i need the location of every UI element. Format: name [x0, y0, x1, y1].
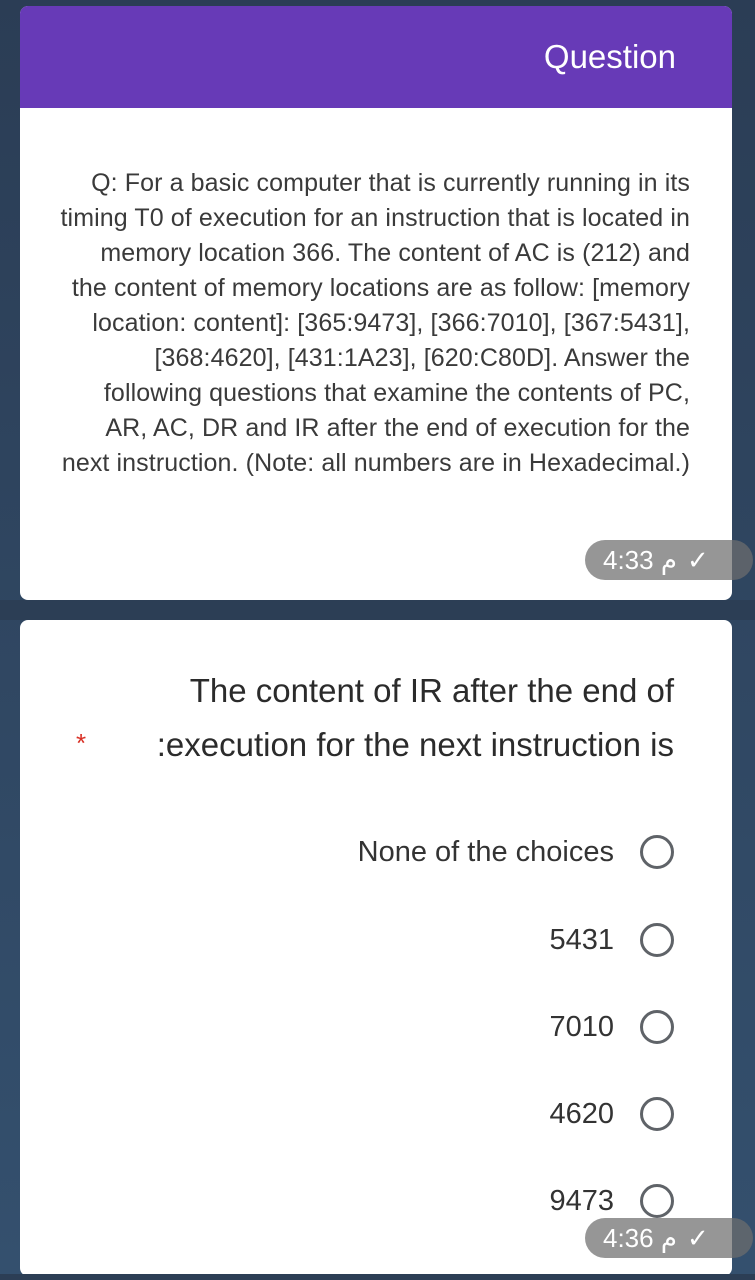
option-9473[interactable]	[549, 1179, 674, 1223]
timestamp-text: 4:36 م	[603, 1222, 677, 1253]
chat-background-strip	[0, 1274, 755, 1280]
message-timestamp	[585, 1218, 753, 1258]
option-none-of-the-choices[interactable]	[358, 830, 674, 874]
question-prompt-line-2: :execution for the next instruction is	[156, 726, 674, 763]
question-description: Q: For a basic computer that is currently running in its timing T0 of execution for an instruction that is located in memory location 366. The content of AC is (212) and the content of memory locations are as follow: [memory location: content]: [365:9473], [366:7010], [367:5431], [368:4620], [431:1A23], [620:C80D]. Answer the following questions that examine the contents of PC, AR, AC, DR and IR after the end of execution for the next instruction. (Note: all numbers are in Hexadecimal.)	[60, 169, 690, 477]
option-label: None of the choices	[357, 835, 614, 868]
message-timestamp	[585, 540, 753, 580]
chat-background-divider	[0, 600, 755, 620]
radio-unselected-icon[interactable]	[640, 1010, 674, 1044]
forwarded-question-card	[20, 6, 732, 600]
radio-unselected-icon[interactable]	[640, 835, 674, 869]
option-4620[interactable]	[549, 1092, 674, 1136]
option-5431[interactable]	[549, 918, 674, 962]
option-7010[interactable]	[549, 1005, 674, 1049]
option-label: 9473	[549, 1184, 614, 1217]
radio-unselected-icon[interactable]	[640, 923, 674, 957]
radio-unselected-icon[interactable]	[640, 1184, 674, 1218]
check-icon: ✓	[686, 1222, 709, 1253]
option-label: 7010	[549, 1010, 614, 1043]
check-icon: ✓	[686, 544, 709, 575]
timestamp-text: 4:33 م	[603, 544, 677, 575]
option-label: 4620	[549, 1097, 614, 1130]
question-options-card	[20, 620, 732, 1276]
option-label: 5431	[549, 923, 614, 956]
required-marker: *	[76, 728, 87, 758]
radio-unselected-icon[interactable]	[640, 1097, 674, 1131]
form-header-title: Question	[543, 38, 676, 75]
form-header-bar	[20, 6, 732, 108]
question-prompt-line-1: The content of IR after the end of	[189, 672, 674, 709]
